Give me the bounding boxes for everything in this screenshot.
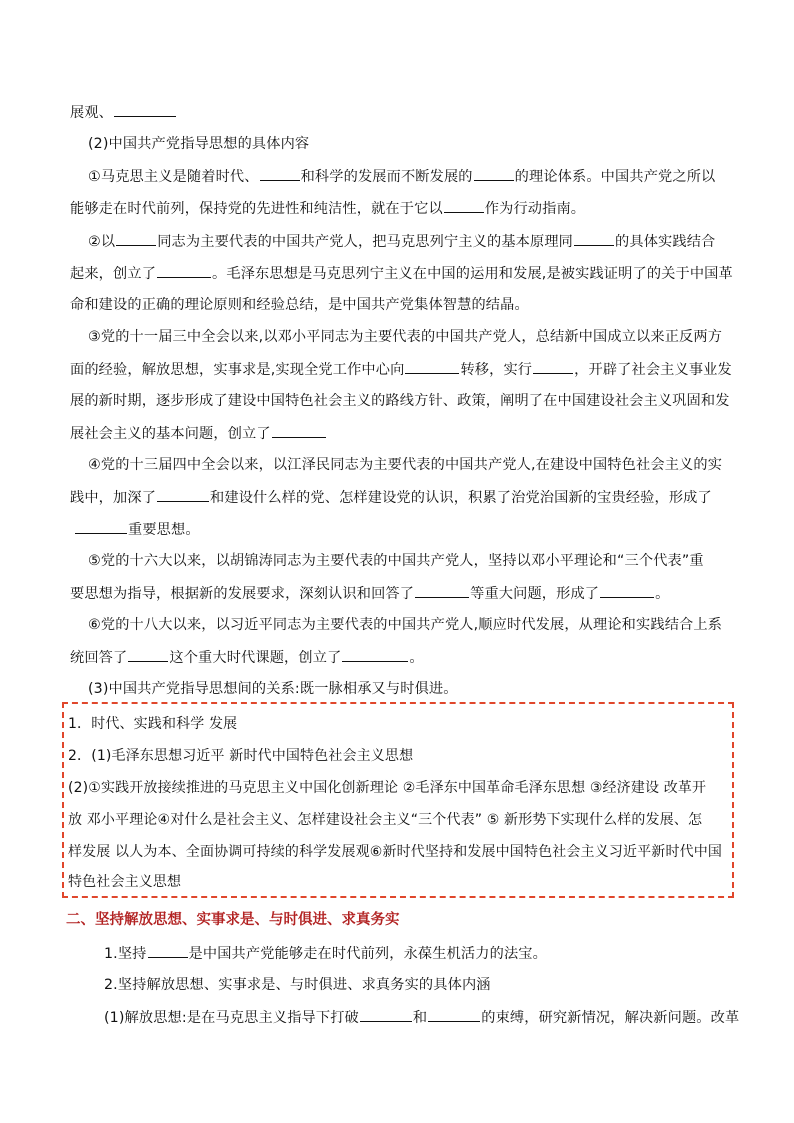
section-heading: 二、坚持解放思想、实事求是、与时俱进、求真务实: [66, 912, 400, 928]
text-span: 等重大问题，形成了: [470, 586, 600, 602]
text-span: 展的新时期，逐步形成了建设中国特色社会主义的路线方针、政策，阐明了在中国建设社会主义巩固和发: [70, 393, 730, 409]
text-line: [88, 455, 722, 475]
text-span: 践中，加深了: [70, 490, 157, 506]
text-span: 的理论体系。中国共产党之所以: [514, 169, 716, 185]
text-span: ②以: [88, 234, 116, 250]
fill-blank: [116, 231, 156, 246]
text-line: [70, 487, 712, 508]
text-span: ⑥党的十八大以来，以习近平同志为主要代表的中国共产党人,顺应时代发展，从理论和实践结合上系: [88, 617, 723, 633]
subheading: [88, 134, 309, 154]
text-line: [70, 198, 585, 219]
text-line: [70, 583, 670, 604]
text-span: 重要思想。: [128, 522, 200, 538]
text-line: [70, 263, 733, 284]
fill-blank: [574, 231, 614, 246]
text-line: [104, 943, 547, 964]
fill-blank: [533, 359, 573, 374]
text-span: 面的经验，解放思想，实事求是,实现全党工作中心向: [70, 362, 405, 378]
text-line: [70, 423, 327, 444]
text-span: 和: [412, 1010, 428, 1026]
text-span: 作为行动指南。: [484, 201, 586, 217]
text-line: [88, 231, 715, 252]
text-span: 的具体实践结合: [615, 234, 716, 250]
text-span: 同志为主要代表的中国共产党人，把马克思列宁主义的基本原理同: [157, 234, 574, 250]
text-span: (2)中国共产党指导思想的具体内容: [88, 136, 310, 152]
text-line: [70, 102, 177, 123]
fill-blank: [157, 263, 211, 278]
subheading: [88, 679, 458, 699]
text-span: 展观、: [70, 105, 114, 121]
text-span: 和建设什么样的党、怎样建设党的认识，积累了治党治国新的宝贵经验，形成了: [210, 490, 712, 506]
text-span: 起来，创立了: [70, 266, 157, 282]
text-span: 样发展 以人为本、全面协调可持续的科学发展观⑥新时代坚持和发展中国特色社会主义习近平新时代中国: [68, 844, 723, 860]
fill-blank: [272, 423, 326, 438]
fill-blank: [405, 359, 459, 374]
fill-blank: [157, 487, 209, 502]
text-span: 。毛泽东思想是马克思列宁主义在中国的运用和发展,是被实践证明了的关于中国革: [212, 266, 733, 282]
answer-line: [68, 746, 413, 766]
answer-line: [68, 842, 722, 862]
fill-blank: [342, 647, 408, 662]
text-line: [74, 519, 200, 540]
text-span: 要思想为指导，根据新的发展要求，深刻认识和回答了: [70, 586, 415, 602]
text-line: [88, 551, 704, 571]
fill-blank: [75, 519, 127, 534]
text-line: [88, 166, 715, 187]
text-span: 命和建设的正确的理论原则和经验总结，是中国共产党集体智慧的结晶。: [70, 297, 529, 313]
answer-box: [62, 702, 734, 898]
fill-blank: [474, 166, 514, 181]
fill-blank: [360, 1007, 412, 1022]
answer-line: [68, 810, 702, 830]
text-span: ⑤党的十六大以来，以胡锦涛同志为主要代表的中国共产党人，坚持以邓小平理论和“三个代表”重: [88, 553, 704, 569]
text-span: 的束缚，研究新情况，解决新问题。改革: [481, 1010, 740, 1026]
text-span: 转移，实行: [460, 362, 533, 378]
text-span: 这个重大时代课题，创立了: [169, 650, 342, 666]
text-span: 是中国共产党能够走在时代前列，永葆生机活力的法宝。: [188, 946, 547, 962]
text-span: 放 邓小平理论④对什么是社会主义、怎样建设社会主义“三个代表” ⑤ 新形势下实现什么样的发展、怎: [68, 812, 703, 828]
text-span: ，开辟了社会主义事业发: [574, 362, 732, 378]
fill-blank: [260, 166, 300, 181]
text-span: 。: [409, 650, 424, 666]
text-line: [70, 295, 529, 315]
text-span: (2)①实践开放接续推进的马克思主义中国化创新理论 ②毛泽东中国革命毛泽东思想 ③经济建设 改革开: [68, 780, 707, 796]
text-span: (3)中国共产党指导思想间的关系:既一脉相承又与时俱进。: [88, 681, 458, 697]
text-line: [70, 359, 732, 380]
text-line: [88, 615, 722, 635]
text-span: 展社会主义的基本问题，创立了: [70, 426, 271, 442]
text-span: 特色社会主义思想: [68, 874, 182, 890]
text-span: ③党的十一届三中全会以来,以邓小平同志为主要代表的中国共产党人，总结新中国成立以来正反两方: [88, 329, 723, 345]
fill-blank: [444, 198, 484, 213]
text-span: 1.坚持: [104, 946, 147, 962]
text-span: 。: [655, 586, 670, 602]
answer-line: [68, 872, 181, 892]
fill-blank: [600, 583, 654, 598]
fill-blank: [428, 1007, 480, 1022]
text-line: [88, 327, 722, 347]
text-span: ④党的十三届四中全会以来，以江泽民同志为主要代表的中国共产党人,在建设中国特色社会主义的实: [88, 457, 723, 473]
answer-line: [68, 778, 706, 798]
text-span: 和科学的发展而不断发展的: [300, 169, 473, 185]
fill-blank: [128, 647, 168, 662]
text-line: [104, 1007, 739, 1028]
fill-blank: [148, 943, 188, 958]
text-span: ①马克思主义是随着时代、: [88, 169, 259, 185]
fill-blank: [114, 102, 176, 117]
fill-blank: [415, 583, 469, 598]
text-span: 统回答了: [70, 650, 128, 666]
answer-line: [68, 714, 237, 734]
text-span: 2．(1)毛泽东思想习近平 新时代中国特色社会主义思想: [68, 748, 414, 764]
text-span: 能够走在时代前列，保持党的先进性和纯洁性，就在于它以: [70, 201, 443, 217]
text-line: [70, 391, 730, 411]
text-line: [70, 647, 424, 668]
text-span: 1．时代、实践和科学 发展: [68, 716, 238, 732]
text-line: [104, 975, 491, 995]
text-span: (1)解放思想:是在马克思主义指导下打破: [104, 1010, 359, 1026]
text-span: 2.坚持解放思想、实事求是、与时俱进、求真务实的具体内涵: [104, 977, 491, 993]
